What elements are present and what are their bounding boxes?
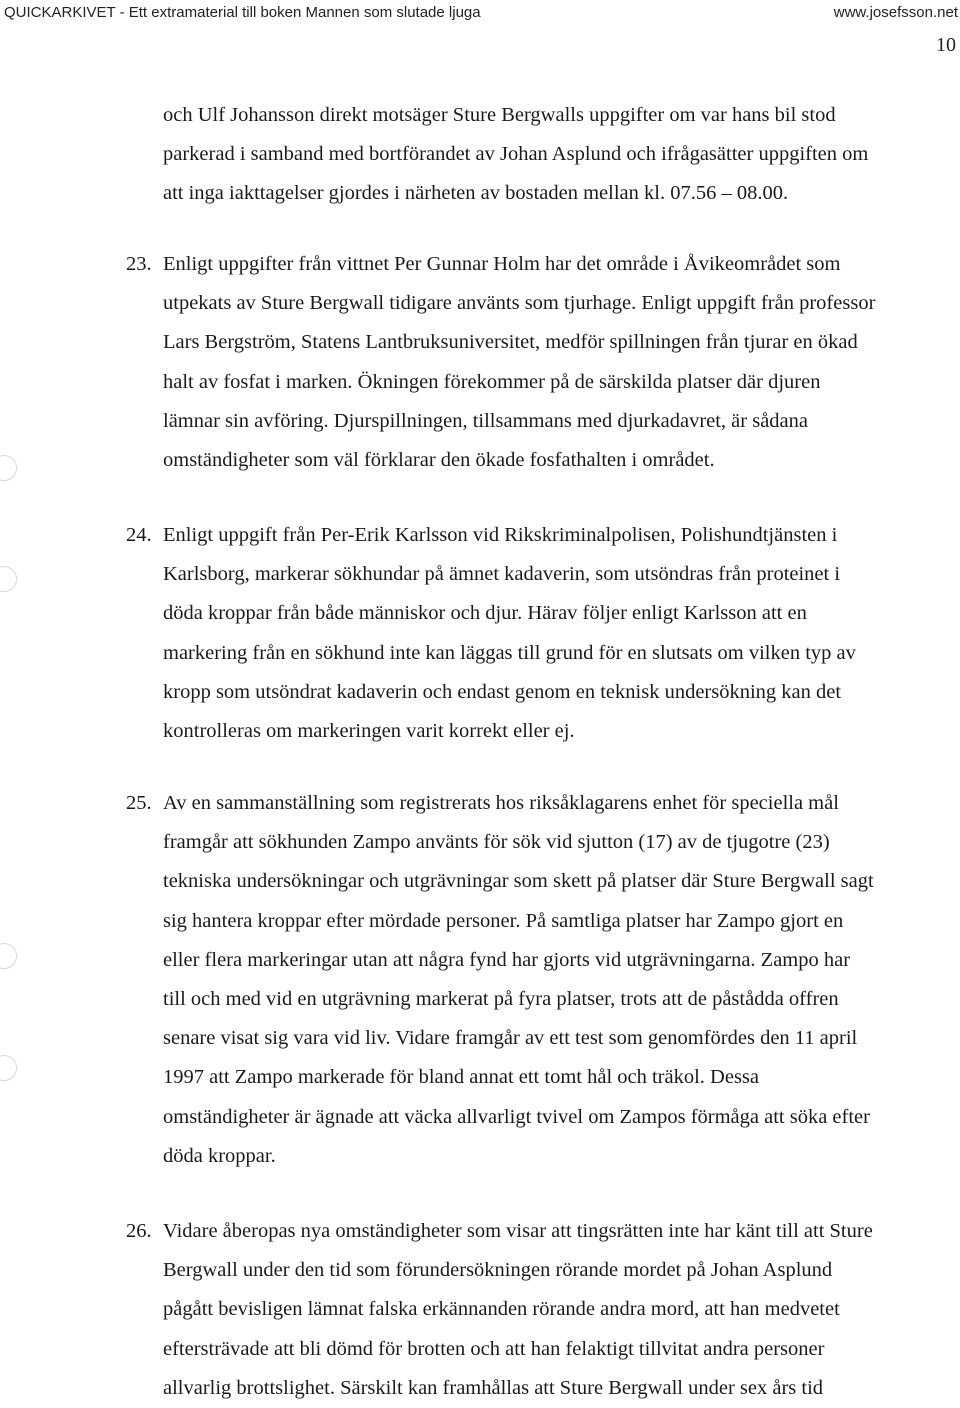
text-line: omständigheter är ägnade att väcka allvarligt tvivel om Zampos förmåga att söka efter <box>163 1105 870 1128</box>
text-line: lämnar sin avföring. Djurspillningen, tillsammans med djurkadavret, är sådana <box>163 409 809 432</box>
text-line: att inga iakttagelser gjordes i närheten av bostaden mellan kl. 07.56 – 08.00. <box>163 182 789 205</box>
text-line: Enligt uppgifter från vittnet Per Gunnar Holm har det område i Åvikeområdet som <box>163 253 841 275</box>
page-number: 10 <box>936 34 956 56</box>
text-line: kontrolleras om markeringen varit korrekt eller ej. <box>163 719 575 742</box>
paragraph-number: 23. <box>126 253 152 275</box>
paragraph-number: 24. <box>126 524 152 546</box>
text-line: markering från en sökhund inte kan läggas till grund för en slutsats om vilken typ av <box>163 641 856 664</box>
paragraph-23 <box>0 245 960 485</box>
paragraph-text <box>163 784 953 1176</box>
text-line: framgår att sökhunden Zampo använts för sök vid sjutton (17) av de tjugotre (23) <box>163 831 830 854</box>
paragraph-number: 26. <box>126 1220 152 1242</box>
text-line: halt av fosfat i marken. Ökningen förekommer på de särskilda platser där djuren <box>163 370 821 393</box>
text-line: Karlsborg, markerar sökhundar på ämnet kadaverin, som utsöndras från proteinet i <box>163 563 841 586</box>
text-line: senare visat sig vara vid liv. Vidare framgår av ett test som genomfördes den 11 april <box>163 1027 858 1050</box>
paragraph-text <box>163 245 953 480</box>
text-line: eftersträvade att bli dömd för brotten och att han felaktigt tillvitat andra personer <box>163 1337 825 1360</box>
text-line: kropp som utsöndrat kadaverin och endast genom en teknisk undersökning kan det <box>163 680 842 703</box>
paragraph-text <box>163 516 953 751</box>
header-website: www.josefsson.net <box>833 4 958 21</box>
text-line: parkerad i samband med bortförandet av Johan Asplund och ifrågasätter uppgiften om <box>163 143 869 166</box>
text-line: omständigheter som väl förklarar den ökade fosfathalten i området. <box>163 448 715 471</box>
text-line: döda kroppar. <box>163 1144 276 1167</box>
text-line: Av en sammanställning som registrerats hos riksåklagarens enhet för speciella mål <box>163 792 839 814</box>
text-line: pågått bevisligen lämnat falska erkännanden rörande andra mord, att han medvetet <box>163 1298 840 1321</box>
text-line: allvarlig brottslighet. Särskilt kan framhållas att Sture Bergwall under sex års tid <box>163 1376 824 1399</box>
text-line: eller flera markeringar utan att några fynd har gjorts vid utgrävningarna. Zampo har <box>163 948 851 971</box>
paragraph-26 <box>0 1212 960 1408</box>
page-header <box>0 4 960 28</box>
text-line: Lars Bergström, Statens Lantbruksuniversitet, medför spillningen från tjurar en ökad <box>163 331 858 354</box>
paragraph-continuation <box>0 96 960 216</box>
text-line: utpekats av Sture Bergwall tidigare använts som tjurhage. Enligt uppgift från professor <box>163 292 876 315</box>
text-line: sig hantera kroppar efter mördade personer. På samtliga platser har Zampo gjort en <box>163 909 844 932</box>
paragraph-text <box>163 1212 953 1408</box>
paragraph-25 <box>0 784 960 1179</box>
text-line: döda kroppar från både människor och djur. Härav följer enligt Karlsson att en <box>163 602 807 625</box>
text-line: tekniska undersökningar och utgrävningar som skett på platser där Sture Bergwall sagt <box>163 870 874 893</box>
header-title: QUICKARKIVET - Ett extramaterial till boken Mannen som slutade ljuga <box>4 4 481 21</box>
text-line: Bergwall under den tid som förundersökningen rörande mordet på Johan Asplund <box>163 1259 833 1282</box>
text-line: Enligt uppgift från Per-Erik Karlsson vid Rikskriminalpolisen, Polishundtjänsten i <box>163 524 838 546</box>
text-line: Vidare åberopas nya omständigheter som visar att tingsrätten inte har känt till att Sture <box>163 1220 873 1242</box>
paragraph-number: 25. <box>126 792 152 814</box>
text-line: 1997 att Zampo markerade för bland annat ett tomt hål och träkol. Dessa <box>163 1066 760 1089</box>
paragraph-24 <box>0 516 960 756</box>
text-line: och Ulf Johansson direkt motsäger Sture Bergwalls uppgifter om var hans bil stod <box>163 104 836 126</box>
paragraph-text <box>163 96 953 214</box>
text-line: till och med vid en utgrävning markerat på fyra platser, trots att de påstådda offren <box>163 987 839 1010</box>
